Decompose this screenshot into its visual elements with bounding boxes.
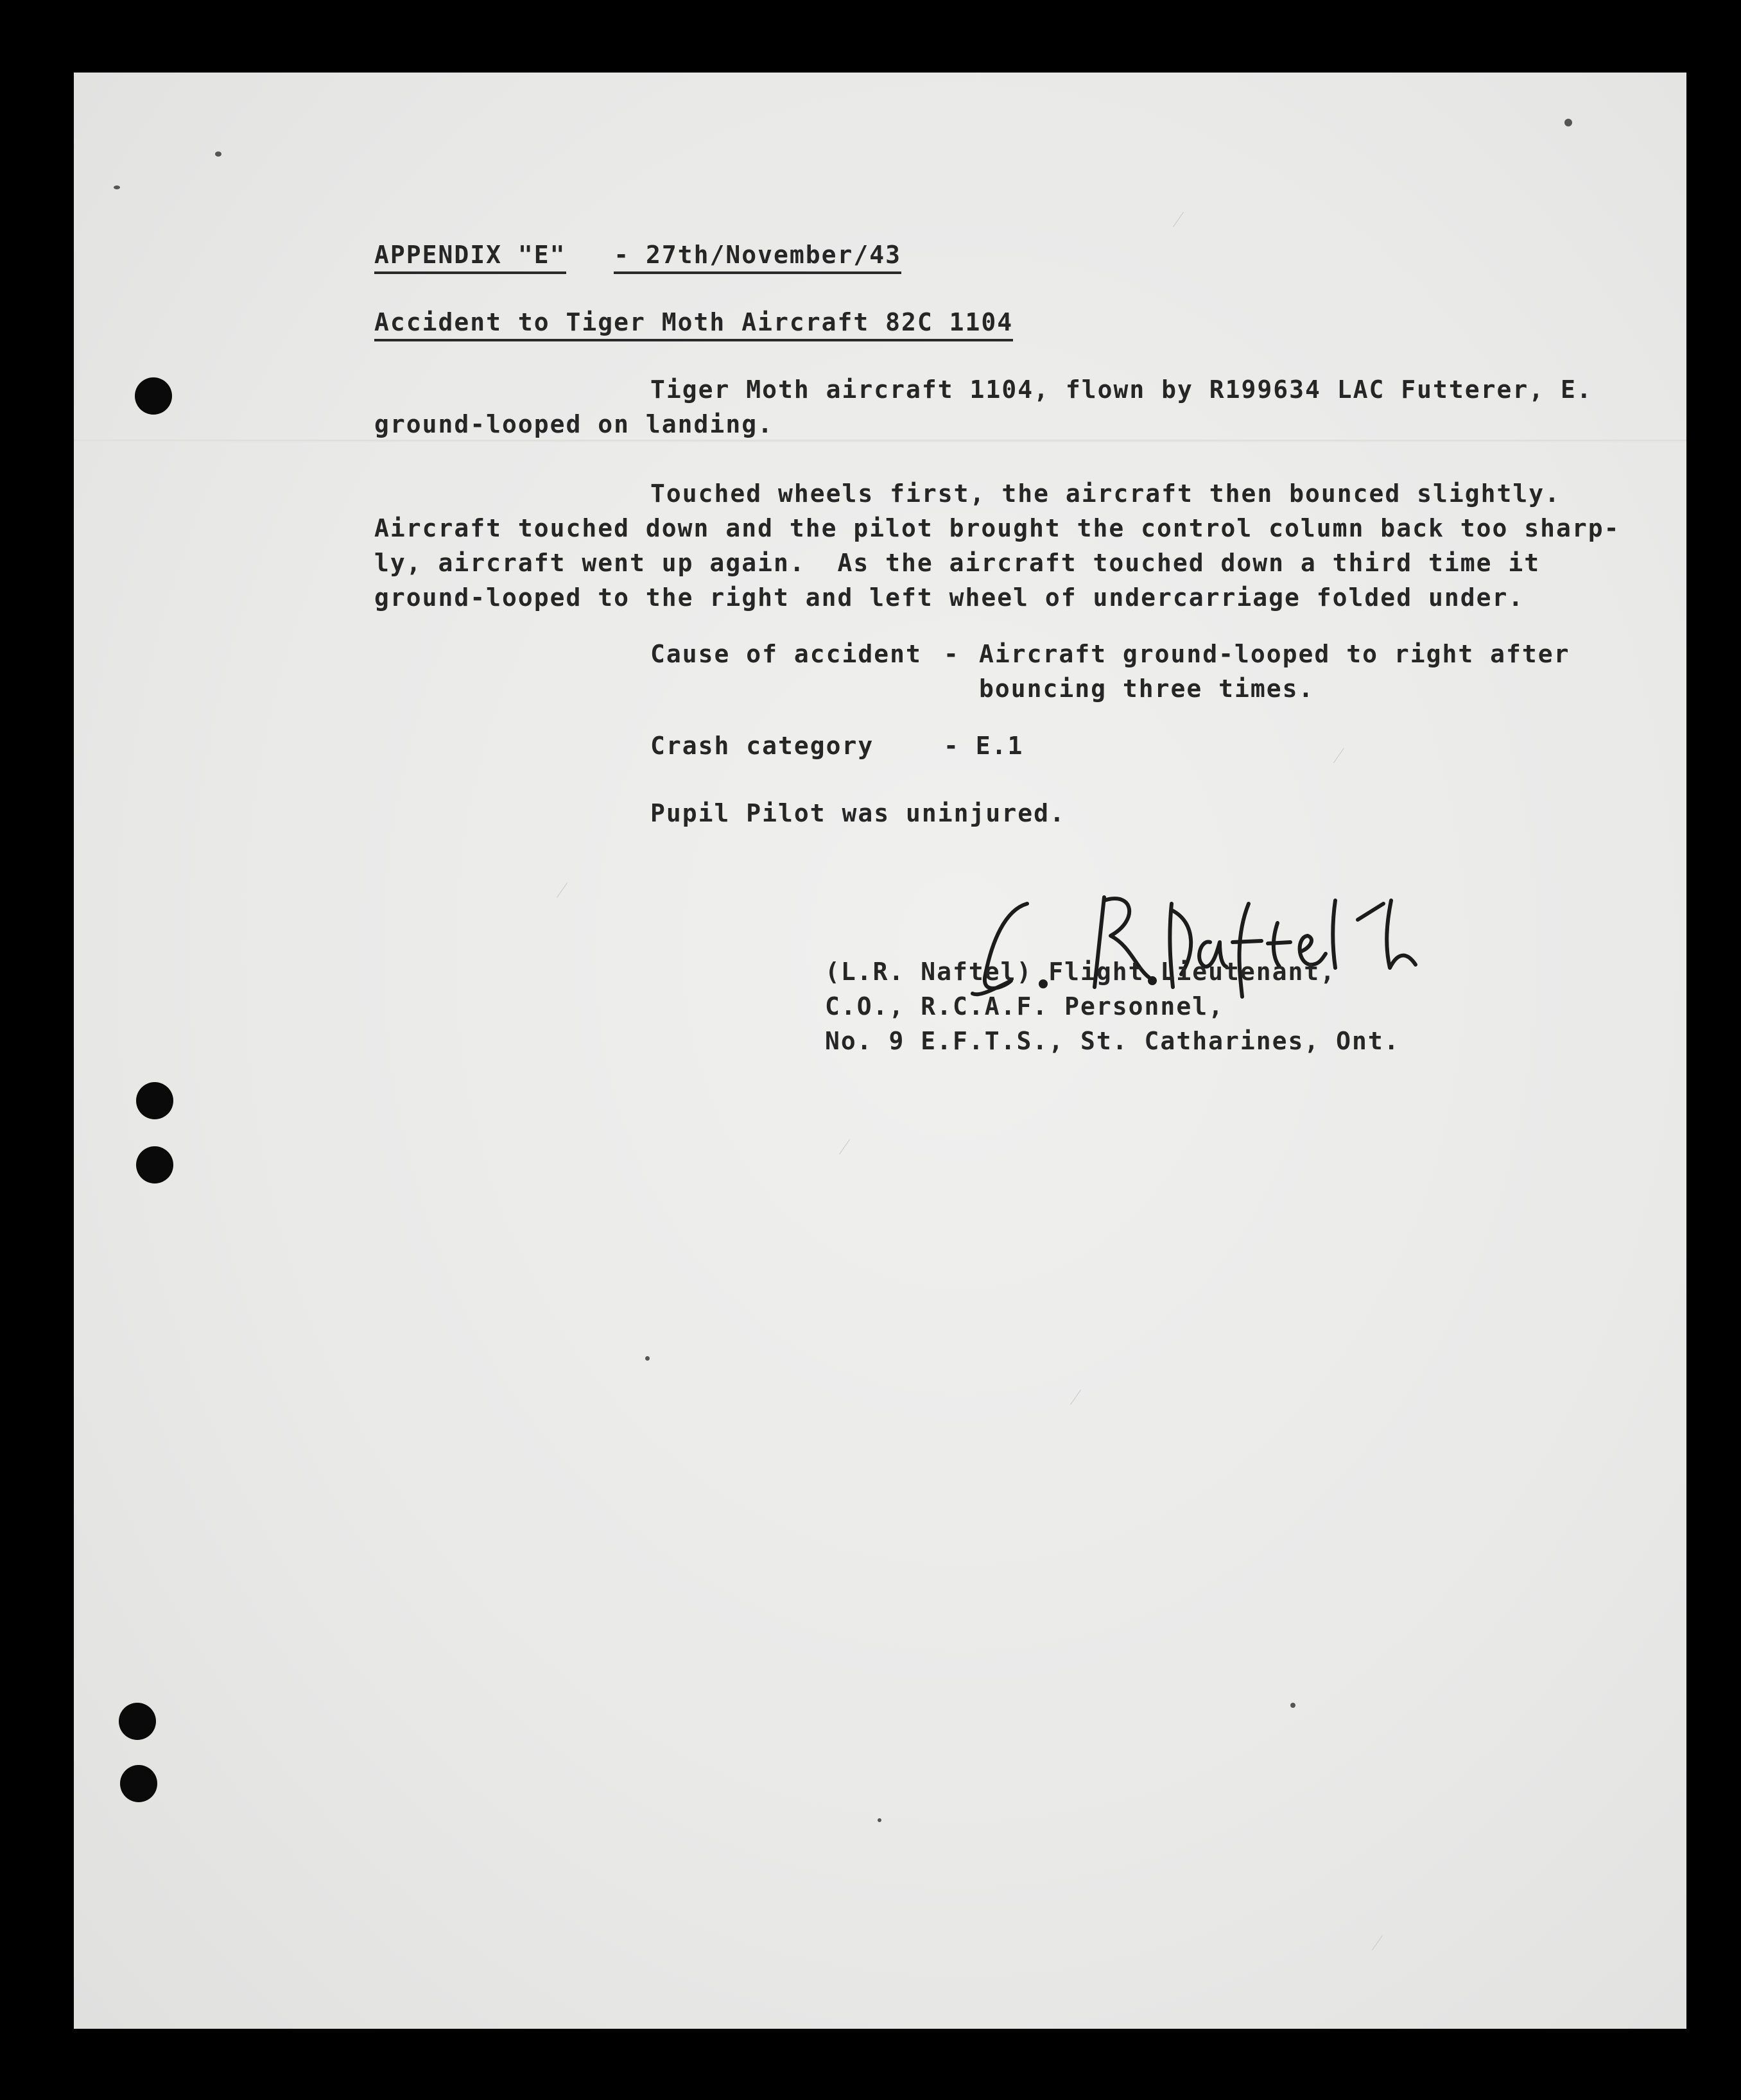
fold-line [74, 440, 1686, 442]
appendix-heading [374, 239, 901, 270]
cause-label: Cause of accident [650, 640, 922, 668]
cause-line1: Aircraft ground-looped to right after [979, 640, 1570, 668]
subject-heading [374, 307, 1013, 338]
scratch-mark [1372, 1935, 1383, 1950]
scratch-mark [557, 882, 567, 898]
ink-speck [645, 1356, 650, 1361]
punch-hole [119, 1703, 156, 1740]
ink-speck [878, 1818, 881, 1822]
document-page [74, 73, 1686, 2029]
paragraph2-line2: Aircraft touched down and the pilot brought the control column back too sharp- [374, 514, 1620, 542]
ink-speck [1564, 119, 1572, 126]
appendix-date: - 27th/November/43 [614, 241, 901, 274]
crash-value: - E.1 [944, 732, 1024, 760]
punch-hole [136, 1082, 173, 1119]
ink-speck [1290, 1703, 1295, 1708]
paragraph2-line4: ground-looped to the right and left wheel of undercarriage folded under. [374, 583, 1525, 612]
ink-speck [114, 185, 120, 189]
ink-speck [215, 151, 221, 157]
scratch-mark [839, 1139, 850, 1155]
paragraph2-line1: Touched wheels first, the aircraft then bounced slightly. [650, 479, 1561, 508]
signatory-name: (L.R. Naftel) Flight Lieutenant, [825, 958, 1337, 986]
paragraph1-line1: Tiger Moth aircraft 1104, flown by R199634 LAC Futterer, E. [650, 375, 1593, 404]
cause-line2: bouncing three times. [979, 675, 1315, 703]
punch-hole [135, 377, 172, 415]
subject-line: Accident to Tiger Moth Aircraft 82C 1104 [374, 308, 1013, 341]
paragraph1-line2: ground-looped on landing. [374, 410, 774, 438]
punch-hole [120, 1765, 157, 1802]
handwritten-signature [966, 884, 1428, 1006]
crash-label: Crash category [650, 732, 874, 760]
scratch-mark [1070, 1390, 1081, 1405]
paragraph2-line3: ly, aircraft went up again. As the aircraft touched down a third time it [374, 549, 1541, 577]
signatory-unit: C.O., R.C.A.F. Personnel, [825, 992, 1224, 1020]
cause-dash: - [944, 640, 960, 668]
punch-hole [136, 1146, 173, 1183]
appendix-label: APPENDIX "E" [374, 241, 566, 274]
pilot-status: Pupil Pilot was uninjured. [650, 799, 1066, 827]
scratch-mark [1173, 212, 1184, 227]
scratch-mark [1333, 748, 1344, 763]
signatory-location: No. 9 E.F.T.S., St. Catharines, Ont. [825, 1027, 1400, 1055]
